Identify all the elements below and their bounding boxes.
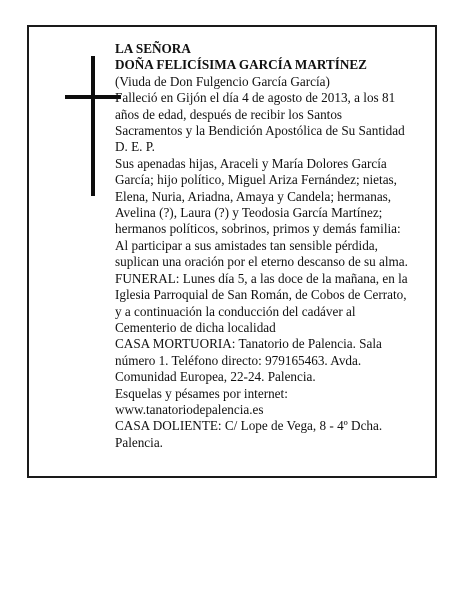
family-line: Sus apenadas hijas, Araceli y María Dolores García [115, 155, 387, 171]
cross-icon [65, 56, 121, 196]
funeral-line: Cementerio de dicha localidad [115, 319, 276, 335]
funeral-home-line: número 1. Teléfono directo: 979165463. Avda. [115, 352, 362, 368]
rip-line: D. E. P. [115, 139, 155, 155]
notice-title: LA SEÑORA [115, 41, 191, 56]
internet-line: Esquelas y pésames por internet: [115, 385, 288, 401]
cross-vertical-bar [91, 56, 95, 196]
mourning-home-line: CASA DOLIENTE: C/ Lope de Vega, 8 - 4º Dcha. [115, 418, 383, 434]
funeral-line: y a continuación la conducción del cadáver al [115, 303, 356, 319]
family-line: hermanos políticos, sobrinos, primos y demás familia: [115, 221, 401, 237]
family-line: García; hijo político, Miguel Ariza Fernández; nietas, [115, 172, 397, 188]
funeral-home-line: CASA MORTUORIA: Tanatorio de Palencia. Sala [115, 336, 382, 352]
cross-horizontal-bar [65, 95, 121, 99]
death-line: Falleció en Gijón el día 4 de agosto de 2013, a los 81 [115, 90, 396, 106]
obituary-notice [27, 25, 437, 478]
funeral-home-line: Comunidad Europea, 22-24. Palencia. [115, 369, 316, 385]
request-line: Al participar a sus amistades tan sensible pérdida, [115, 237, 378, 253]
request-line: suplican una oración por el eterno descanso de su alma. [115, 254, 408, 270]
funeral-line: Iglesia Parroquial de San Román, de Cobos de Cerrato, [115, 287, 407, 303]
deceased-name: DOÑA FELICÍSIMA GARCÍA MARTÍNEZ [115, 57, 367, 73]
death-line: Sacramentos y la Bendición Apostólica de Su Santidad [115, 123, 405, 139]
notice-text [115, 41, 431, 451]
mourning-home-line: Palencia. [115, 434, 163, 450]
widow-line: (Viuda de Don Fulgencio García García) [115, 73, 330, 89]
website-link[interactable]: www.tanatoriodepalencia.es [115, 401, 264, 417]
family-line: Avelina (?), Laura (?) y Teodosia García Martínez; [115, 205, 383, 221]
death-line: años de edad, después de recibir los Santos [115, 106, 343, 122]
funeral-line: FUNERAL: Lunes día 5, a las doce de la mañana, en la [115, 270, 408, 286]
family-line: Elena, Nuria, Ariadna, Amaya y Candela; hermanas, [115, 188, 392, 204]
